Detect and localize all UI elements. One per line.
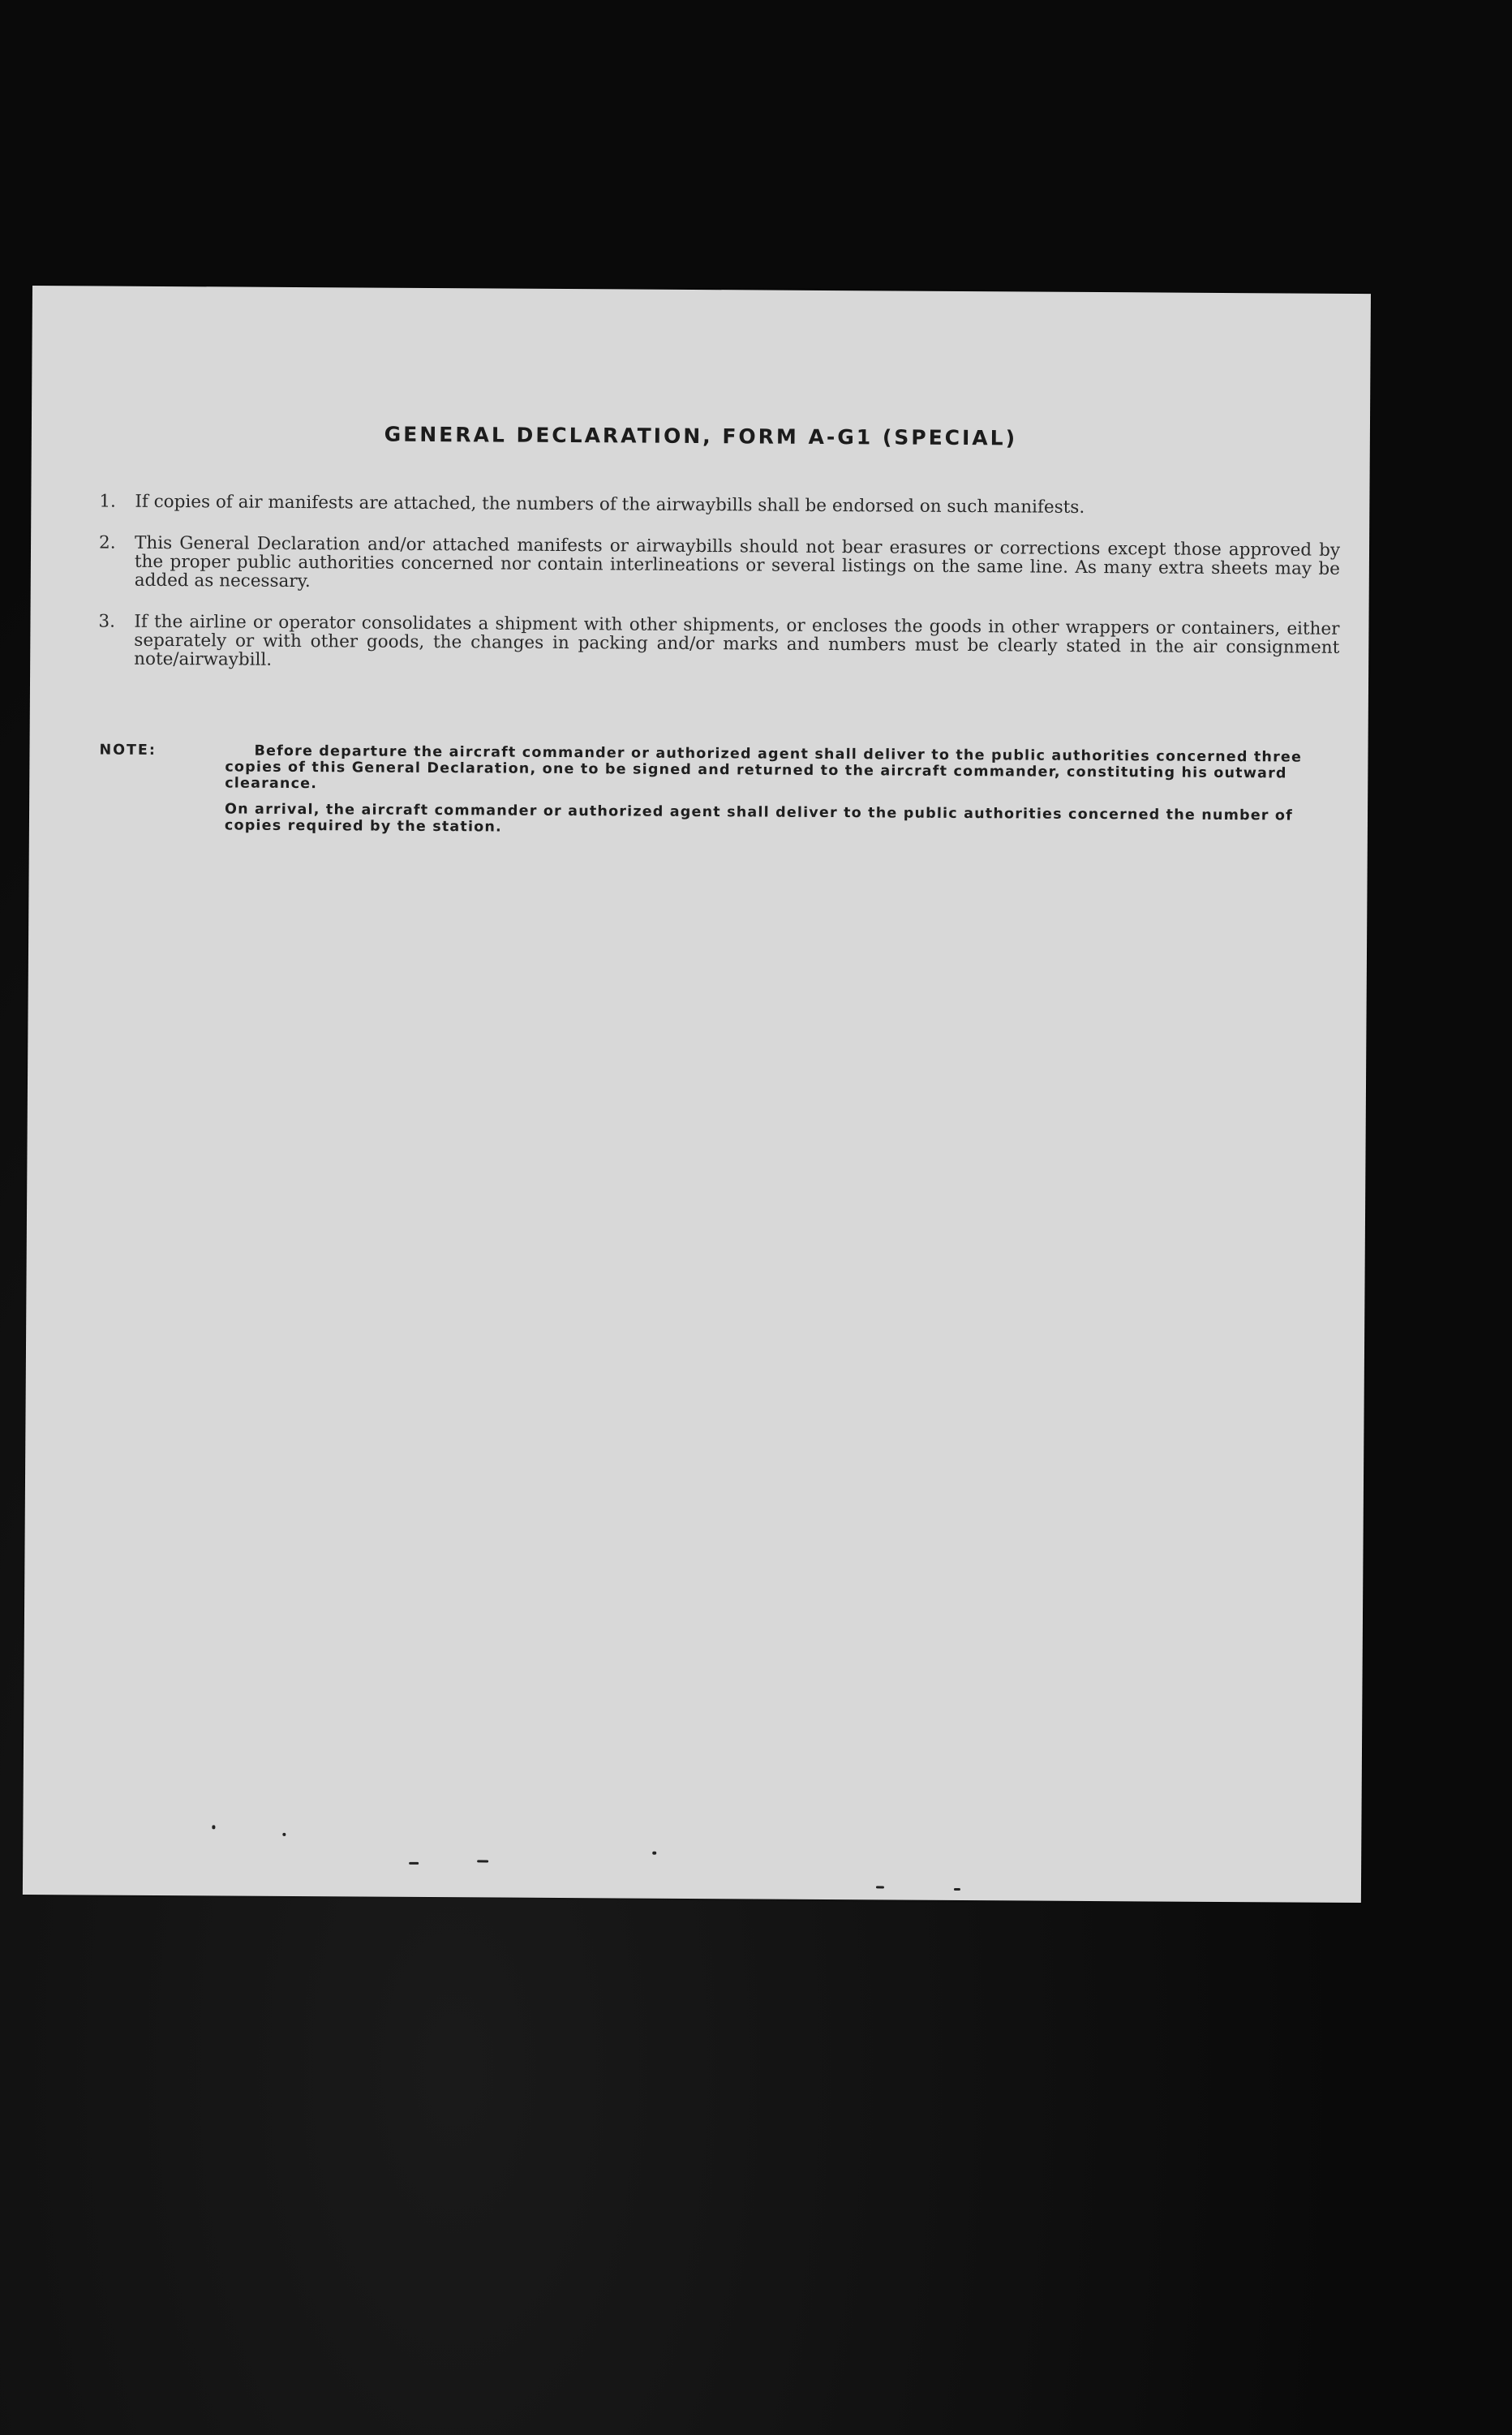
item-text: If copies of air manifests are attached, the numbers of the airwaybills shall be endorsed on such manifests.	[135, 491, 1085, 518]
instruction-item-1	[99, 493, 1340, 518]
note-label: NOTE:	[99, 742, 157, 759]
scan-speck	[477, 1860, 488, 1862]
instruction-item-2	[99, 534, 1340, 597]
scan-speck	[954, 1888, 960, 1891]
note-block	[99, 742, 1341, 841]
item-number: 2.	[98, 532, 116, 553]
item-number: 1.	[99, 491, 116, 512]
document-sheet	[23, 286, 1371, 1903]
scan-speck	[409, 1862, 419, 1865]
note-arrival-text: On arrival, the aircraft commander or authorized agent shall deliver to the public authorities concerned the number of copies required by the station.	[224, 801, 1294, 836]
scan-speck	[212, 1825, 215, 1829]
scan-speck	[876, 1886, 884, 1888]
scan-speck	[282, 1833, 286, 1836]
note-departure-text: Before departure the aircraft commander or authorized agent shall deliver to the public authorities concerned three copies of this General Declaration, one to be signed and returned to the aircraft commander, constituting his outward clearance.	[225, 742, 1303, 793]
scan-speck	[652, 1852, 656, 1855]
item-text: If the airline or operator consolidates a shipment with other shipments, or encloses the goods in other wrappers or containers, either separately or with other goods, the changes in packing and/or marks and numbers must be clearly stated in the air consignment note/airwaybill.	[134, 611, 1340, 670]
item-text: This General Declaration and/or attached manifests or airwaybills should not bear erasures or corrections except those approved by the proper public authorities concerned nor contain interlineations or several listings on the same line. As many extra sheets may be added as necessary.	[134, 532, 1341, 592]
instruction-item-3	[98, 613, 1339, 676]
form-title: GENERAL DECLARATION, FORM A-G1 (SPECIAL)	[384, 422, 1018, 450]
instruction-list	[98, 493, 1340, 676]
item-number: 3.	[98, 611, 116, 632]
